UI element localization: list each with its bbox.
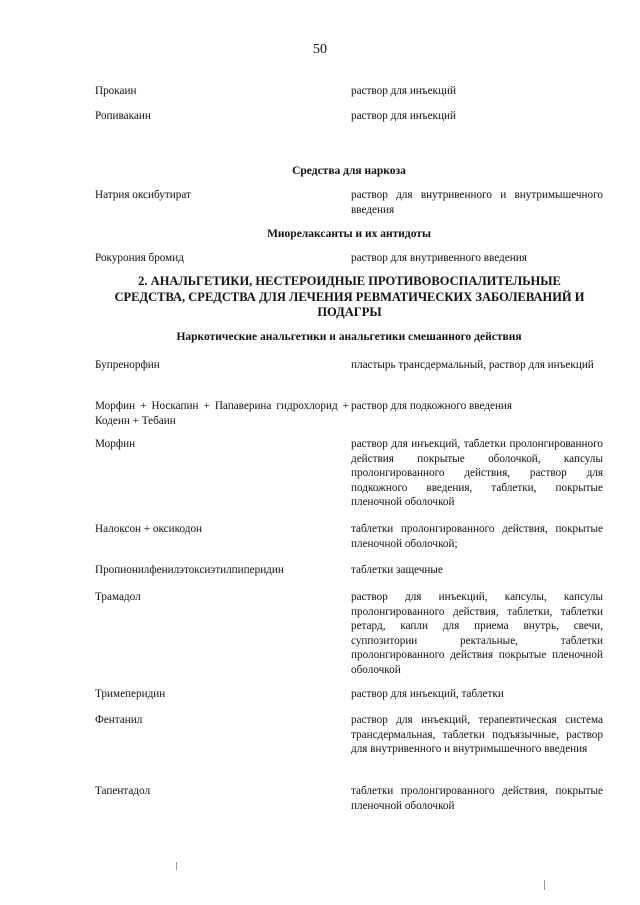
drug-name: Тапентадол <box>95 785 151 797</box>
scan-speck <box>176 862 177 870</box>
drug-name: Фентанил <box>95 714 143 726</box>
drug-name: Бупренорфин <box>95 359 160 371</box>
dosage-form: раствор для инъекций, терапевтическая система трансдермальная, таблетки подъязычные, раствор для внутривенного и внутримышечного введения <box>351 714 603 755</box>
dosage-form: раствор для подкожного введения <box>351 400 513 412</box>
dosage-form: пластырь трансдермальный, раствор для инъекций <box>351 359 594 371</box>
drug-name: Пропионилфенилэтоксиэтилпиперидин <box>95 564 284 576</box>
drug-name: Натрия оксибутират <box>95 189 191 201</box>
dosage-form: таблетки защечные <box>351 564 443 576</box>
scan-speck <box>544 880 545 890</box>
dosage-form: раствор для инъекций, капсулы, капсулы пролонгированного действия, таблетки, таблетки ретард, капли для приема внутрь, свечи, суппозитории ректальные, таблетки пролонгированного действия покрытые пленочной оболочкой <box>351 591 603 676</box>
drug-name: Морфин <box>95 438 136 450</box>
dosage-form: раствор для инъекций, таблетки <box>351 688 504 700</box>
drug-name: Трамадол <box>95 591 141 603</box>
dosage-form: раствор для внутривенного введения <box>351 252 527 264</box>
dosage-form: раствор для инъекций <box>351 85 456 97</box>
page-number: 50 <box>313 42 327 57</box>
drug-name: Морфин + Носкапин + Папаверина гидрохлорид + Кодеин + Тебаин <box>95 400 349 427</box>
drug-name: Рокурония бромид <box>95 252 184 264</box>
dosage-form: раствор для инъекций, таблетки пролонгированного действия покрытые оболочкой, капсулы пролонгированного действия, раствор для подкожного введения, таблетки, покрытые пленочной оболочкой <box>351 438 603 508</box>
chapter-title: 2. АНАЛЬГЕТИКИ, НЕСТЕРОИДНЫЕ ПРОТИВОВОСПАЛИТЕЛЬНЫЕ СРЕДСТВА, СРЕДСТВА ДЛЯ ЛЕЧЕНИЯ РЕВМАТИЧЕСКИХ ЗАБОЛЕВАНИЙ И ПОДАГРЫ <box>114 274 585 319</box>
drug-name: Налоксон + оксикодон <box>95 523 203 535</box>
section-heading: Миорелаксанты и их антидоты <box>267 228 431 240</box>
drug-name: Прокаин <box>95 85 137 97</box>
dosage-form: раствор для внутривенного и внутримышечного введения <box>351 189 603 216</box>
section-heading: Наркотические анальгетики и анальгетики смешанного действия <box>176 331 522 343</box>
drug-name: Тримеперидин <box>95 688 166 700</box>
section-heading: Средства для наркоза <box>292 165 406 177</box>
dosage-form: таблетки пролонгированного действия, покрытые пленочной оболочкой <box>351 785 603 812</box>
drug-name: Ропивакаин <box>95 110 151 122</box>
dosage-form: раствор для инъекций <box>351 110 456 122</box>
dosage-form: таблетки пролонгированного действия, покрытые пленочной оболочкой; <box>351 523 603 550</box>
